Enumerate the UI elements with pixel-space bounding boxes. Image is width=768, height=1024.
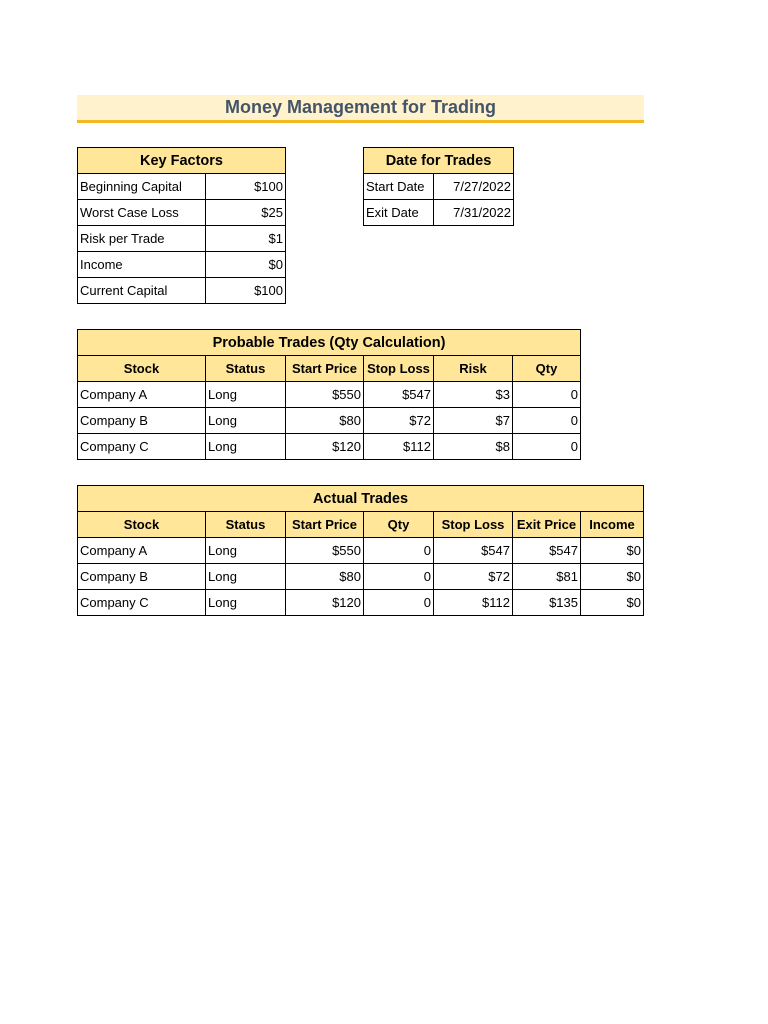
cell-risk[interactable]: $3 [434, 382, 513, 408]
column-header-qty: Qty [364, 512, 434, 538]
column-header-stock: Stock [78, 356, 206, 382]
date-row [364, 174, 514, 200]
current-capital-value[interactable]: $100 [206, 278, 286, 304]
cell-qty[interactable]: 0 [364, 538, 434, 564]
table-row [78, 408, 581, 434]
cell-stock[interactable]: Company A [78, 382, 206, 408]
cell-start-price[interactable]: $550 [286, 382, 364, 408]
cell-status[interactable]: Long [206, 382, 286, 408]
key-factor-row [78, 252, 286, 278]
actual-trades-header: Actual Trades [78, 486, 644, 512]
worst-case-loss-label[interactable]: Worst Case Loss [78, 200, 206, 226]
table-row [78, 382, 581, 408]
column-header-qty: Qty [513, 356, 581, 382]
key-factors-header: Key Factors [78, 148, 286, 174]
column-header-stop-loss: Stop Loss [364, 356, 434, 382]
start-date-label[interactable]: Start Date [364, 174, 434, 200]
cell-start-price[interactable]: $80 [286, 564, 364, 590]
beginning-capital-label[interactable]: Beginning Capital [78, 174, 206, 200]
key-factor-row [78, 200, 286, 226]
date-row [364, 200, 514, 226]
cell-stock[interactable]: Company C [78, 434, 206, 460]
beginning-capital-value[interactable]: $100 [206, 174, 286, 200]
column-header-stock: Stock [78, 512, 206, 538]
start-date-value[interactable]: 7/27/2022 [434, 174, 514, 200]
income-label[interactable]: Income [78, 252, 206, 278]
cell-stop-loss[interactable]: $112 [434, 590, 513, 616]
worst-case-loss-value[interactable]: $25 [206, 200, 286, 226]
cell-stop-loss[interactable]: $547 [434, 538, 513, 564]
column-header-risk: Risk [434, 356, 513, 382]
probable-trades-header: Probable Trades (Qty Calculation) [78, 330, 581, 356]
date-for-trades-table [363, 147, 514, 226]
cell-start-price[interactable]: $120 [286, 434, 364, 460]
cell-income[interactable]: $0 [581, 564, 644, 590]
column-header-status: Status [206, 512, 286, 538]
cell-qty[interactable]: 0 [513, 382, 581, 408]
cell-stop-loss[interactable]: $72 [364, 408, 434, 434]
column-header-start-price: Start Price [286, 512, 364, 538]
column-header-start-price: Start Price [286, 356, 364, 382]
cell-start-price[interactable]: $80 [286, 408, 364, 434]
page-title: Money Management for Trading [77, 95, 644, 123]
cell-stop-loss[interactable]: $72 [434, 564, 513, 590]
column-header-stop-loss: Stop Loss [434, 512, 513, 538]
key-factors-table [77, 147, 286, 304]
cell-status[interactable]: Long [206, 564, 286, 590]
cell-stop-loss[interactable]: $547 [364, 382, 434, 408]
column-header-exit-price: Exit Price [513, 512, 581, 538]
cell-status[interactable]: Long [206, 408, 286, 434]
actual-trades-column-headers [78, 512, 644, 538]
key-factor-row [78, 226, 286, 252]
cell-start-price[interactable]: $120 [286, 590, 364, 616]
table-row [78, 434, 581, 460]
cell-exit-price[interactable]: $81 [513, 564, 581, 590]
key-factor-row [78, 278, 286, 304]
cell-exit-price[interactable]: $547 [513, 538, 581, 564]
exit-date-label[interactable]: Exit Date [364, 200, 434, 226]
column-header-income: Income [581, 512, 644, 538]
cell-income[interactable]: $0 [581, 590, 644, 616]
cell-risk[interactable]: $7 [434, 408, 513, 434]
cell-qty[interactable]: 0 [513, 434, 581, 460]
cell-risk[interactable]: $8 [434, 434, 513, 460]
cell-start-price[interactable]: $550 [286, 538, 364, 564]
key-factor-row [78, 174, 286, 200]
cell-stock[interactable]: Company A [78, 538, 206, 564]
probable-trades-column-headers [78, 356, 581, 382]
cell-status[interactable]: Long [206, 538, 286, 564]
column-header-status: Status [206, 356, 286, 382]
cell-status[interactable]: Long [206, 590, 286, 616]
cell-status[interactable]: Long [206, 434, 286, 460]
cell-stop-loss[interactable]: $112 [364, 434, 434, 460]
risk-per-trade-value[interactable]: $1 [206, 226, 286, 252]
risk-per-trade-label[interactable]: Risk per Trade [78, 226, 206, 252]
cell-stock[interactable]: Company B [78, 564, 206, 590]
cell-exit-price[interactable]: $135 [513, 590, 581, 616]
current-capital-label[interactable]: Current Capital [78, 278, 206, 304]
cell-income[interactable]: $0 [581, 538, 644, 564]
actual-trades-table [77, 485, 644, 616]
table-row [78, 590, 644, 616]
table-row [78, 538, 644, 564]
cell-qty[interactable]: 0 [364, 590, 434, 616]
income-value[interactable]: $0 [206, 252, 286, 278]
cell-qty[interactable]: 0 [513, 408, 581, 434]
cell-qty[interactable]: 0 [364, 564, 434, 590]
exit-date-value[interactable]: 7/31/2022 [434, 200, 514, 226]
probable-trades-table [77, 329, 581, 460]
date-for-trades-header: Date for Trades [364, 148, 514, 174]
cell-stock[interactable]: Company B [78, 408, 206, 434]
cell-stock[interactable]: Company C [78, 590, 206, 616]
table-row [78, 564, 644, 590]
